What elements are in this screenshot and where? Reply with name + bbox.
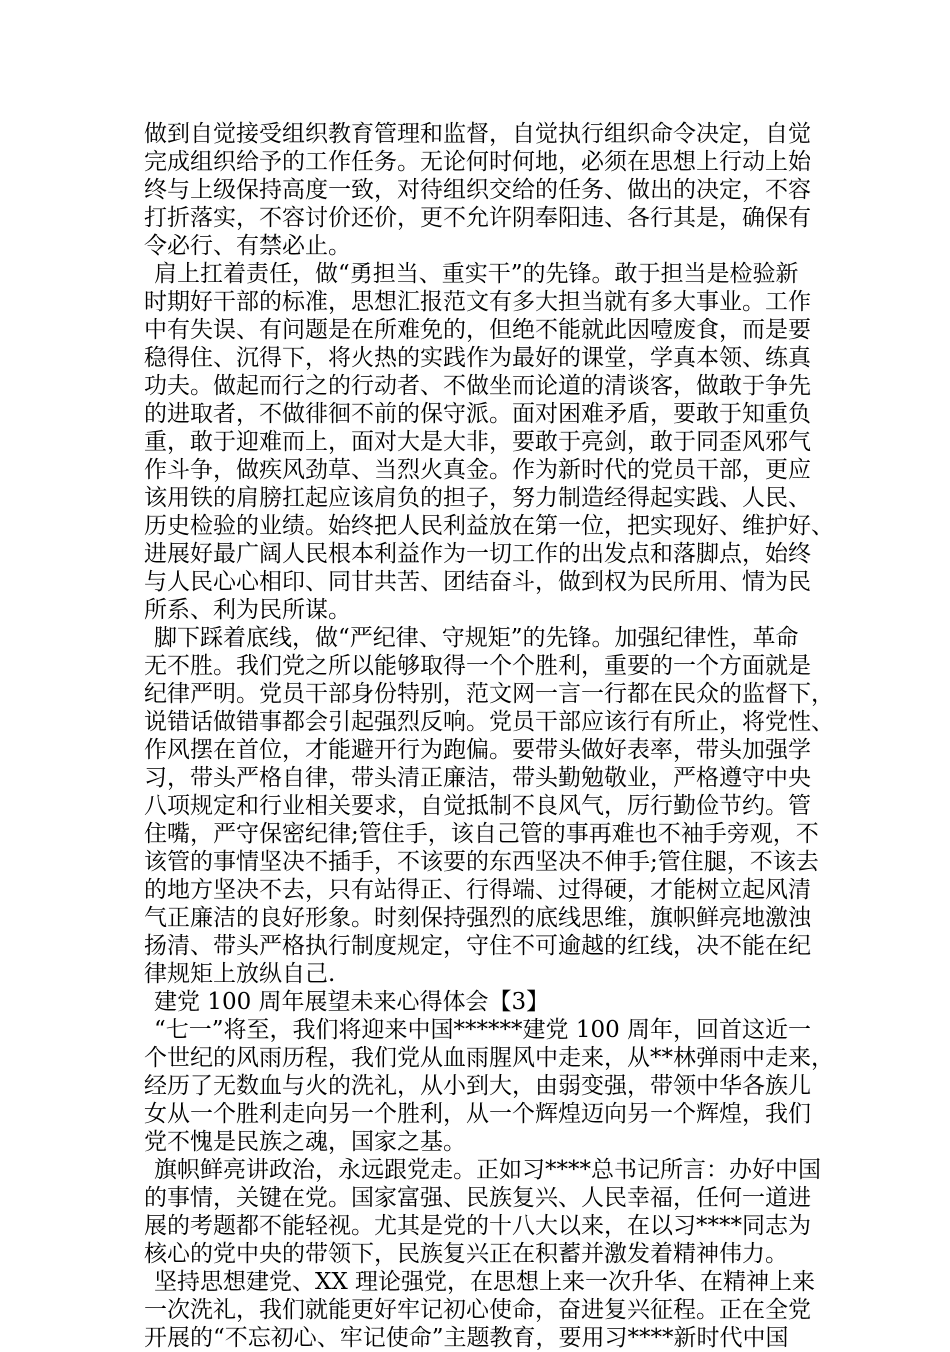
text-line: 开展的“不忘初心、牢记使命”主题教育，要用习****新时代中国 (144, 1325, 789, 1351)
text-line: 扬清、带头严格执行制度规定，守住不可逾越的红线，决不能在纪 (144, 933, 811, 959)
text-line: 进展好最广阔人民根本利益作为一切工作的出发点和落脚点，始终 (144, 541, 811, 567)
text-line: 纪律严明。党员干部身份特别，范文网一言一行都在民众的监督下， (144, 681, 834, 707)
text-line: 历史检验的业绩。始终把人民利益放在第一位，把实现好、维护好、 (144, 513, 834, 539)
text-line: 建党 100 周年展望未来心得体会【3】 (154, 989, 550, 1015)
text-line: 无不胜。我们党之所以能够取得一个个胜利，重要的一个方面就是 (144, 653, 811, 679)
text-line: 令必行、有禁必止。 (144, 233, 351, 259)
text-line: 律规矩上放纵自己. (144, 961, 336, 987)
text-line: “七一”将至，我们将迎来中国******建党 100 周年，回首这近一 (154, 1017, 812, 1043)
text-line: 的地方坚决不去，只有站得正、行得端、过得硬，才能树立起风清 (144, 877, 811, 903)
text-line: 终与上级保持高度一致，对待组织交给的任务、做出的决定，不容 (144, 177, 811, 203)
text-line: 说错话做错事都会引起强烈反响。党员干部应该行有所止，将党性、 (144, 709, 834, 735)
text-line: 完成组织给予的工作任务。无论何时何地，必须在思想上行动上始 (144, 149, 811, 175)
text-line: 与人民心心相印、同甘共苦、团结奋斗，做到权为民所用、情为民 (144, 569, 811, 595)
text-line: 核心的党中央的带领下，民族复兴正在积蓄并激发着精神伟力。 (144, 1241, 788, 1267)
text-line: 住嘴，严守保密纪律;管住手，该自己管的事再难也不袖手旁观，不 (144, 821, 819, 847)
text-line: 该管的事情坚决不插手，不该要的东西坚决不伸手;管住腿，不该去 (144, 849, 819, 875)
text-line: 重，敢于迎难而上，面对大是大非，要敢于亮剑，敢于同歪风邪气 (144, 429, 811, 455)
text-line: 所系、利为民所谋。 (144, 597, 351, 623)
text-line: 做到自觉接受组织教育管理和监督，自觉执行组织命令决定，自觉 (144, 121, 811, 147)
text-line: 时期好干部的标准，思想汇报范文有多大担当就有多大事业。工作 (144, 289, 811, 315)
text-line: 作斗争，做疾风劲草、当烈火真金。作为新时代的党员干部，更应 (144, 457, 811, 483)
text-line: 一次洗礼，我们就能更好牢记初心使命，奋进复兴征程。正在全党 (144, 1297, 811, 1323)
text-line: 气正廉洁的良好形象。时刻保持强烈的底线思维，旗帜鲜亮地激浊 (144, 905, 811, 931)
text-line: 作风摆在首位，才能避开行为跑偏。要带头做好表率，带头加强学 (144, 737, 811, 763)
text-line: 脚下踩着底线，做“严纪律、守规矩”的先锋。加强纪律性，革命 (154, 625, 799, 651)
text-line: 党不愧是民族之魂，国家之基。 (144, 1129, 466, 1155)
text-line: 该用铁的肩膀扛起应该肩负的担子，努力制造经得起实践、人民、 (144, 485, 811, 511)
text-line: 女从一个胜利走向另一个胜利，从一个辉煌迈向另一个辉煌，我们 (144, 1101, 811, 1127)
text-line: 八项规定和行业相关要求，自觉抵制不良风气，厉行勤俭节约。管 (144, 793, 811, 819)
text-line: 展的考题都不能轻视。尤其是党的十八大以来，在以习****同志为 (144, 1213, 811, 1239)
text-line: 稳得住、沉得下，将火热的实践作为最好的课堂，学真本领、练真 (144, 345, 811, 371)
text-line: 中有失误、有问题是在所难免的，但绝不能就此因噎废食，而是要 (144, 317, 811, 343)
text-line: 旗帜鲜亮讲政治，永远跟党走。正如习****总书记所言：办好中国 (154, 1157, 821, 1183)
text-line: 的进取者，不做徘徊不前的保守派。面对困难矛盾，要敢于知重负 (144, 401, 811, 427)
text-line: 坚持思想建党、XX 理论强党，在思想上来一次升华、在精神上来 (154, 1269, 816, 1295)
text-line: 功夫。做起而行之的行动者、不做坐而论道的清谈客，做敢于争先 (144, 373, 811, 399)
document-body (144, 120, 834, 1352)
text-line: 打折落实，不容讨价还价，更不允许阴奉阳违、各行其是，确保有 (144, 205, 811, 231)
text-line: 习，带头严格自律，带头清正廉洁，带头勤勉敬业，严格遵守中央 (144, 765, 811, 791)
text-line: 肩上扛着责任，做“勇担当、重实干”的先锋。敢于担当是检验新 (154, 261, 799, 287)
text-line: 的事情，关键在党。国家富强、民族复兴、人民幸福，任何一道进 (144, 1185, 811, 1211)
text-line: 经历了无数血与火的洗礼，从小到大，由弱变强，带领中华各族儿 (144, 1073, 811, 1099)
text-line: 个世纪的风雨历程，我们党从血雨腥风中走来，从**林弹雨中走来， (144, 1045, 834, 1071)
